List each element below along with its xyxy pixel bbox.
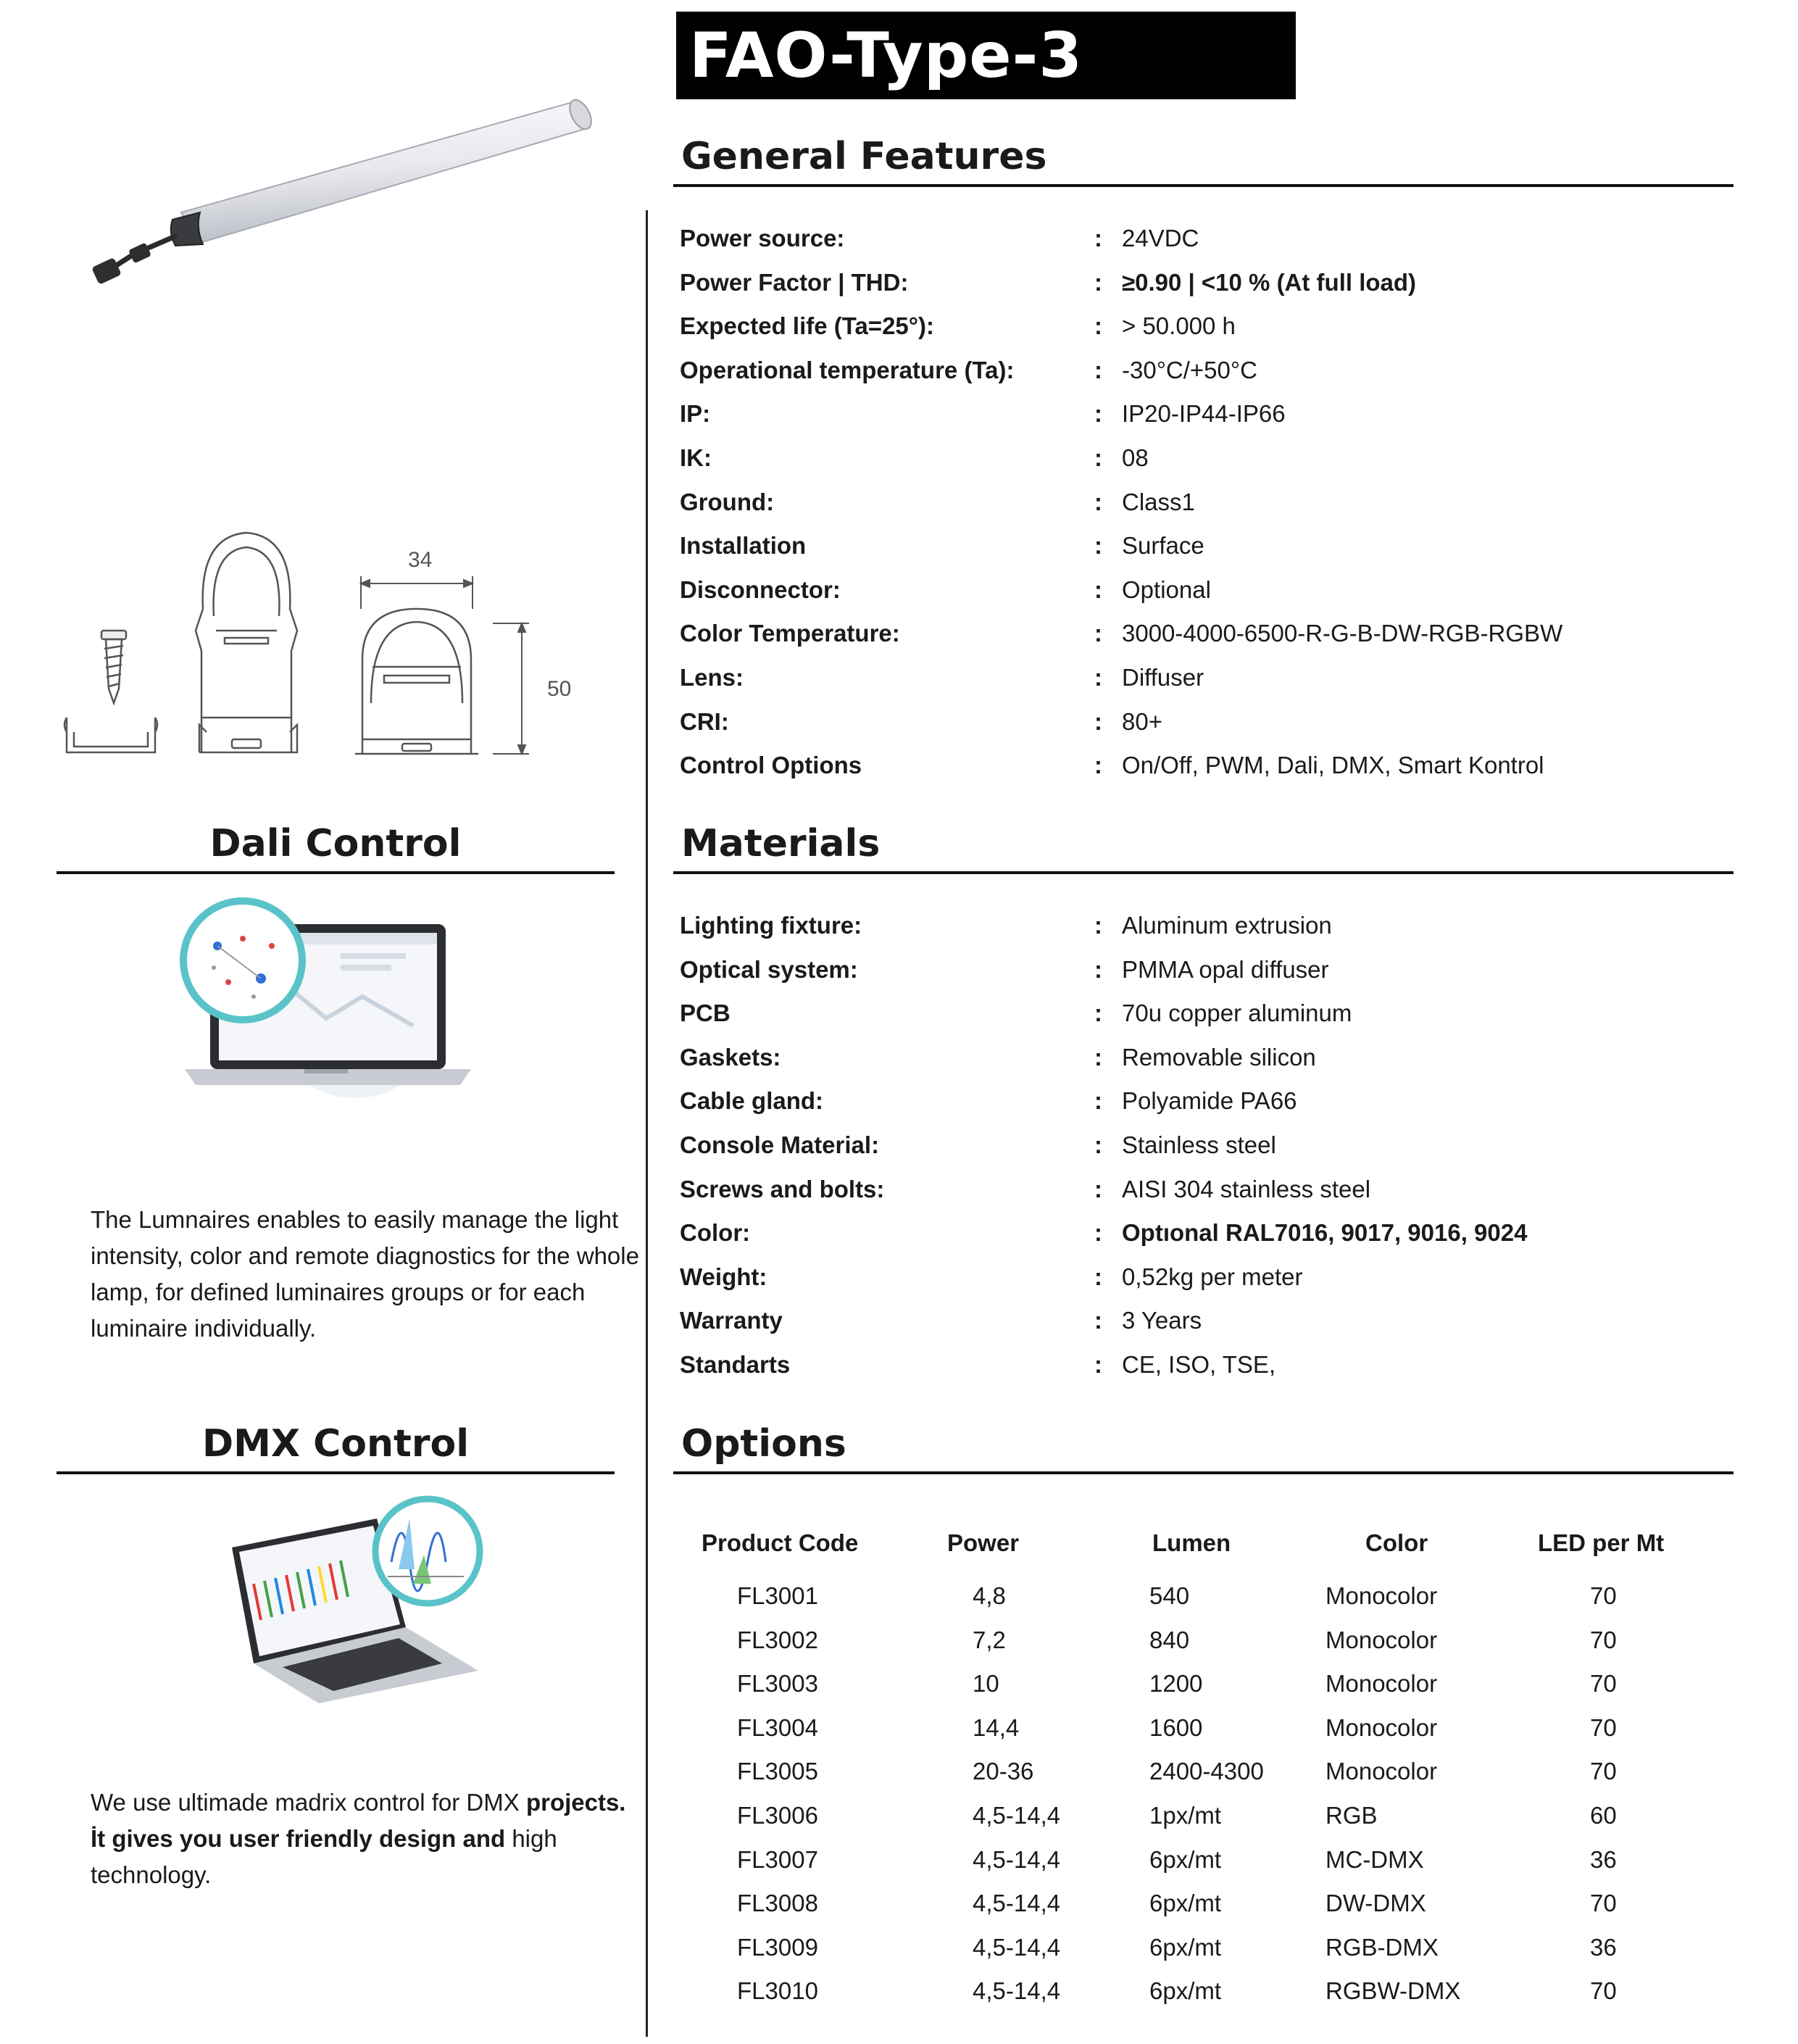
dali-rule [57, 871, 615, 874]
spec-value: 3000-4000-6500-R-G-B-DW-RGB-RGBW [1122, 620, 1563, 647]
spec-separator: : [1094, 1175, 1102, 1202]
spec-label: Standarts [680, 1351, 791, 1378]
general-features-heading: General Features [681, 135, 1047, 178]
options-cell: FL3002 [737, 1626, 818, 1653]
materials-row [680, 1176, 1738, 1212]
spec-value: Optional [1122, 576, 1211, 603]
options-cell: FL3004 [737, 1713, 818, 1741]
options-header-cell: Product Code [702, 1529, 859, 1556]
spec-separator: : [1094, 400, 1102, 428]
general-features-row [680, 620, 1738, 656]
spec-label: Console Material: [680, 1131, 880, 1158]
spec-label: Gaskets: [680, 1043, 781, 1071]
options-cell: 14,4 [973, 1713, 1020, 1741]
options-cell: 6px/mt [1149, 1977, 1222, 2005]
options-cell: FL3008 [737, 1890, 818, 1917]
spec-separator: : [1094, 1000, 1102, 1027]
dmx-description [91, 1785, 641, 1893]
options-cell: Monocolor [1325, 1626, 1438, 1653]
spec-separator: : [1094, 225, 1102, 252]
title-banner [676, 12, 1296, 99]
spec-label: Lighting fixture: [680, 912, 862, 939]
options-cell: FL3006 [737, 1802, 818, 1829]
spec-value: > 50.000 h [1122, 312, 1236, 340]
spec-separator: : [1094, 532, 1102, 560]
spec-value: Stainless steel [1122, 1131, 1276, 1158]
spec-separator: : [1094, 312, 1102, 340]
options-cell: FL3009 [737, 1933, 818, 1961]
options-cell: 540 [1149, 1582, 1190, 1609]
options-header-cell: Color [1365, 1529, 1428, 1556]
options-cell: 4,5-14,4 [973, 1890, 1061, 1917]
spec-separator: : [1094, 912, 1102, 939]
spec-separator: : [1094, 1307, 1102, 1334]
options-cell: 4,5-14,4 [973, 1845, 1061, 1873]
spec-separator: : [1094, 752, 1102, 779]
spec-label: Operational temperature (Ta): [680, 356, 1015, 383]
spec-separator: : [1094, 1087, 1102, 1115]
options-cell: 70 [1590, 1670, 1617, 1698]
options-cell: 70 [1590, 1582, 1617, 1609]
spec-value: PMMA opal diffuser [1122, 955, 1329, 983]
spec-label: Installation [680, 532, 807, 560]
spec-value: Surface [1122, 532, 1204, 560]
options-cell: FL3003 [737, 1670, 818, 1698]
options-cell: 36 [1590, 1933, 1617, 1961]
spec-separator: : [1094, 707, 1102, 735]
spec-separator: : [1094, 488, 1102, 515]
general-features-row [680, 576, 1738, 612]
spec-value: On/Off, PWM, Dali, DMX, Smart Kontrol [1122, 752, 1544, 779]
options-cell: MC-DMX [1325, 1845, 1424, 1873]
materials-row [680, 1131, 1738, 1168]
spec-value: 3 Years [1122, 1307, 1202, 1334]
materials-row [680, 1263, 1738, 1300]
spec-value: AISI 304 stainless steel [1122, 1175, 1371, 1202]
spec-separator: : [1094, 576, 1102, 603]
materials-row [680, 1351, 1738, 1387]
spec-value: Diffuser [1122, 664, 1204, 691]
materials-row [680, 1307, 1738, 1343]
materials-row [680, 1044, 1738, 1080]
dmx-laptop-image [225, 1490, 486, 1707]
spec-value: -30°C/+50°C [1122, 356, 1257, 383]
spec-value: 08 [1122, 444, 1149, 471]
profile-drawing [58, 522, 594, 761]
spec-value: 24VDC [1122, 225, 1199, 252]
options-cell: Monocolor [1325, 1758, 1438, 1785]
spec-separator: : [1094, 444, 1102, 471]
spec-label: Weight: [680, 1263, 767, 1290]
spec-separator: : [1094, 1219, 1102, 1247]
options-cell: RGBW-DMX [1325, 1977, 1461, 2005]
spec-value: 80+ [1122, 707, 1162, 735]
spec-label: Lens: [680, 664, 744, 691]
options-cell: 840 [1149, 1626, 1190, 1653]
materials-row [680, 1087, 1738, 1123]
options-header-cell: Power [947, 1529, 1020, 1556]
spec-separator: : [1094, 356, 1102, 383]
column-divider [646, 210, 648, 2037]
spec-value: 0,52kg per meter [1122, 1263, 1303, 1290]
spec-value: Optıonal RAL7016, 9017, 9016, 9024 [1122, 1219, 1528, 1247]
options-cell: RGB-DMX [1325, 1933, 1439, 1961]
options-cell: 7,2 [973, 1626, 1006, 1653]
spec-label: Expected life (Ta=25°): [680, 312, 934, 340]
page-title: FAO-Type-3 [689, 19, 1083, 92]
general-features-row [680, 489, 1738, 525]
spec-label: Ground: [680, 488, 775, 515]
options-cell: Monocolor [1325, 1713, 1438, 1741]
dali-heading: Dali Control [209, 822, 462, 865]
options-cell: 70 [1590, 1626, 1617, 1653]
dmx-description-line-1: We use ultimade madrix control for DMX [91, 1789, 520, 1816]
options-cell: 4,5-14,4 [973, 1933, 1061, 1961]
spec-value: Class1 [1122, 488, 1195, 515]
spec-value: CE, ISO, TSE, [1122, 1351, 1276, 1378]
spec-label: Power Factor | THD: [680, 268, 909, 296]
spec-label: Control Options [680, 752, 862, 779]
options-cell: 70 [1590, 1890, 1617, 1917]
options-cell: 4,8 [973, 1582, 1006, 1609]
options-cell: 70 [1590, 1977, 1617, 2005]
spec-label: Cable gland: [680, 1087, 824, 1115]
options-cell: Monocolor [1325, 1670, 1438, 1698]
general-features-row [680, 752, 1738, 788]
options-rule [673, 1471, 1734, 1474]
options-cell: FL3005 [737, 1758, 818, 1785]
options-cell: 70 [1590, 1758, 1617, 1785]
options-cell: FL3001 [737, 1582, 818, 1609]
spec-label: Color Temperature: [680, 620, 900, 647]
dali-laptop-image [174, 895, 478, 1105]
general-features-rule [673, 184, 1734, 187]
options-heading: Options [681, 1422, 846, 1466]
general-features-row [680, 400, 1738, 436]
spec-label: Power source: [680, 225, 845, 252]
spec-separator: : [1094, 1263, 1102, 1290]
spec-separator: : [1094, 1351, 1102, 1378]
options-cell: 36 [1590, 1845, 1617, 1873]
options-cell: FL3010 [737, 1977, 818, 2005]
spec-separator: : [1094, 955, 1102, 983]
materials-heading: Materials [681, 822, 881, 865]
spec-value: IP20-IP44-IP66 [1122, 400, 1286, 428]
spec-separator: : [1094, 664, 1102, 691]
options-cell: 60 [1590, 1802, 1617, 1829]
materials-row [680, 1000, 1738, 1036]
materials-row [680, 956, 1738, 992]
materials-row [680, 1219, 1738, 1255]
spec-label: Disconnector: [680, 576, 841, 603]
spec-separator: : [1094, 268, 1102, 296]
spec-label: IP: [680, 400, 711, 428]
options-cell: 6px/mt [1149, 1845, 1222, 1873]
general-features-row [680, 269, 1738, 305]
spec-value: Removable silicon [1122, 1043, 1316, 1071]
options-cell: 2400-4300 [1149, 1758, 1264, 1785]
spec-separator: : [1094, 1043, 1102, 1071]
spec-label: Screws and bolts: [680, 1175, 885, 1202]
general-features-row [680, 532, 1738, 568]
options-cell: Monocolor [1325, 1582, 1438, 1609]
dmx-description-bold: projects. İt gives you user friendly design and [91, 1789, 626, 1852]
options-cell: 6px/mt [1149, 1890, 1222, 1917]
spec-value: ≥0.90 | <10 % (At full load) [1122, 268, 1417, 296]
options-cell: 1200 [1149, 1670, 1203, 1698]
spec-label: PCB [680, 1000, 731, 1027]
general-features-row [680, 312, 1738, 349]
dali-description: The Lumnaires enables to easily manage the light intensity, color and remote diagnostics for the whole lamp, for defined luminaires groups or for each luminaire individually. [91, 1206, 639, 1342]
spec-value: Polyamide PA66 [1122, 1087, 1297, 1115]
spec-label: Optical system: [680, 955, 858, 983]
options-cell: RGB [1325, 1802, 1378, 1829]
options-cell: 20-36 [973, 1758, 1034, 1785]
general-features-row [680, 664, 1738, 700]
dmx-description-line-3: high technology. [91, 1825, 557, 1888]
dimension-height-label: 50 [547, 677, 572, 701]
options-header-cell: Lumen [1152, 1529, 1231, 1556]
product-image [87, 91, 594, 315]
materials-rule [673, 871, 1734, 874]
spec-value: Aluminum extrusion [1122, 912, 1332, 939]
options-cell: 6px/mt [1149, 1933, 1222, 1961]
spec-label: IK: [680, 444, 712, 471]
options-cell: 4,5-14,4 [973, 1977, 1061, 2005]
general-features-row [680, 444, 1738, 481]
general-features-row [680, 357, 1738, 393]
spec-value: 70u copper aluminum [1122, 1000, 1352, 1027]
options-header-cell: LED per Mt [1538, 1529, 1665, 1556]
dimension-width-label: 34 [408, 548, 433, 572]
options-cell: FL3007 [737, 1845, 818, 1873]
spec-label: Warranty [680, 1307, 783, 1334]
spec-label: Color: [680, 1219, 751, 1247]
general-features-row [680, 225, 1738, 261]
spec-separator: : [1094, 620, 1102, 647]
options-cell: DW-DMX [1325, 1890, 1426, 1917]
general-features-row [680, 708, 1738, 744]
options-cell: 1600 [1149, 1713, 1203, 1741]
materials-row [680, 912, 1738, 948]
spec-label: CRI: [680, 707, 729, 735]
options-cell: 10 [973, 1670, 999, 1698]
options-cell: 1px/mt [1149, 1802, 1222, 1829]
dmx-rule [57, 1471, 615, 1474]
options-cell: 4,5-14,4 [973, 1802, 1061, 1829]
spec-separator: : [1094, 1131, 1102, 1158]
dmx-heading: DMX Control [201, 1422, 470, 1466]
options-cell: 70 [1590, 1713, 1617, 1741]
